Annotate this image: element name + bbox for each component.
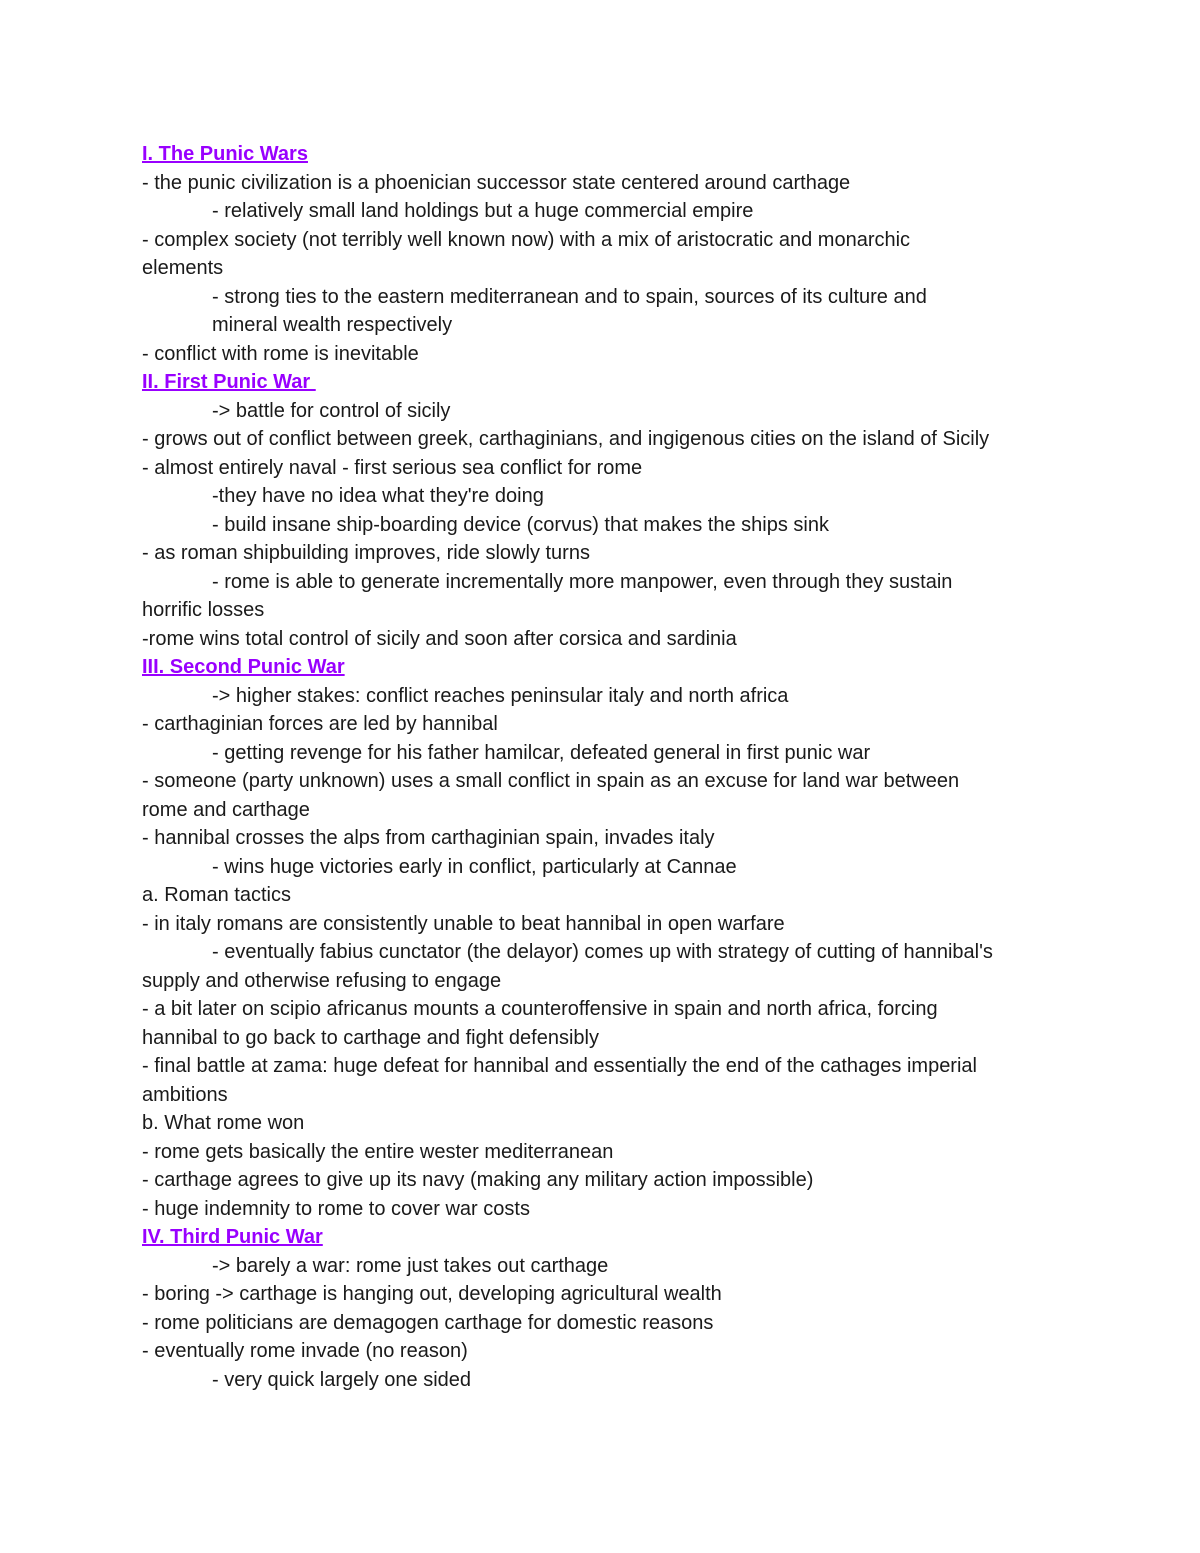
note-line: - conflict with rome is inevitable — [142, 342, 419, 365]
note-line: - eventually rome invade (no reason) — [142, 1340, 468, 1362]
section-heading-text: II. First Punic War — [142, 371, 316, 393]
section-heading-text: I. The Punic Wars — [142, 143, 308, 165]
note-line: horrific losses — [142, 599, 265, 621]
note-subline: -> barely a war: rome just takes out carthage — [212, 1254, 609, 1277]
note-line: - grows out of conflict between greek, carthaginians, and ingigenous cities on the island of Sicily — [142, 428, 990, 450]
note-line: - almost entirely naval - first serious sea conflict for rome — [142, 456, 643, 479]
document-body — [142, 140, 1072, 1394]
note-line: - huge indemnity to rome to cover war costs — [142, 1197, 530, 1220]
note-line: - as roman shipbuilding improves, ride slowly turns — [142, 542, 590, 564]
section-heading-2 — [142, 368, 1072, 397]
note-line: b. What rome won — [142, 1112, 305, 1134]
note-subline: - relatively small land holdings but a huge commercial empire — [212, 200, 754, 222]
note-subline: - getting revenge for his father hamilcar, defeated general in first punic war — [212, 741, 871, 764]
note-line: - final battle at zama: huge defeat for hannibal and essentially the end of the cathages imperial — [142, 1055, 977, 1077]
note-subline: -they have no idea what they're doing — [212, 485, 544, 507]
note-line: -rome wins total control of sicily and soon after corsica and sardinia — [142, 627, 737, 650]
note-subline: mineral wealth respectively — [212, 314, 453, 336]
note-line: elements — [142, 257, 224, 279]
note-line: hannibal to go back to carthage and fight defensibly — [142, 1026, 599, 1049]
section-heading-text: III. Second Punic War — [142, 656, 345, 678]
note-line: - complex society (not terribly well known now) with a mix of aristocratic and monarchic — [142, 228, 911, 251]
note-subline: - wins huge victories early in conflict, particularly at Cannae — [212, 855, 737, 878]
note-subline: - very quick largely one sided — [212, 1368, 472, 1391]
note-line: ambitions — [142, 1083, 228, 1106]
note-subline: - eventually fabius cunctator (the delayor) comes up with strategy of cutting of hannibal's — [212, 941, 993, 963]
note-subline: - strong ties to the eastern mediterranean and to spain, sources of its culture and — [212, 285, 927, 308]
note-line: - the punic civilization is a phoenician successor state centered around carthage — [142, 171, 851, 194]
section-heading-1 — [142, 140, 1072, 169]
note-line: - in italy romans are consistently unable to beat hannibal in open warfare — [142, 912, 785, 935]
note-line: rome and carthage — [142, 798, 310, 821]
section-heading-3 — [142, 653, 1072, 682]
note-line: - boring -> carthage is hanging out, developing agricultural wealth — [142, 1283, 722, 1305]
note-subline: - rome is able to generate incrementally more manpower, even through they sustain — [212, 570, 953, 593]
note-line: a. Roman tactics — [142, 884, 291, 906]
section-heading-text: IV. Third Punic War — [142, 1226, 323, 1248]
note-line: - carthaginian forces are led by hannibal — [142, 713, 498, 735]
note-line: - hannibal crosses the alps from carthaginian spain, invades italy — [142, 827, 715, 849]
section-heading-4 — [142, 1223, 1072, 1252]
note-line: - rome politicians are demagogen carthage for domestic reasons — [142, 1311, 714, 1334]
note-subline: -> higher stakes: conflict reaches peninsular italy and north africa — [212, 684, 789, 707]
note-subline: - build insane ship-boarding device (corvus) that makes the ships sink — [212, 513, 829, 536]
note-line: - carthage agrees to give up its navy (making any military action impossible) — [142, 1169, 814, 1191]
note-line: - a bit later on scipio africanus mounts a counteroffensive in spain and north africa, forcing — [142, 998, 938, 1020]
note-line: - someone (party unknown) uses a small conflict in spain as an excuse for land war between — [142, 770, 960, 792]
note-line: - rome gets basically the entire wester mediterranean — [142, 1140, 614, 1163]
note-line: supply and otherwise refusing to engage — [142, 969, 502, 992]
note-subline: -> battle for control of sicily — [212, 399, 451, 422]
